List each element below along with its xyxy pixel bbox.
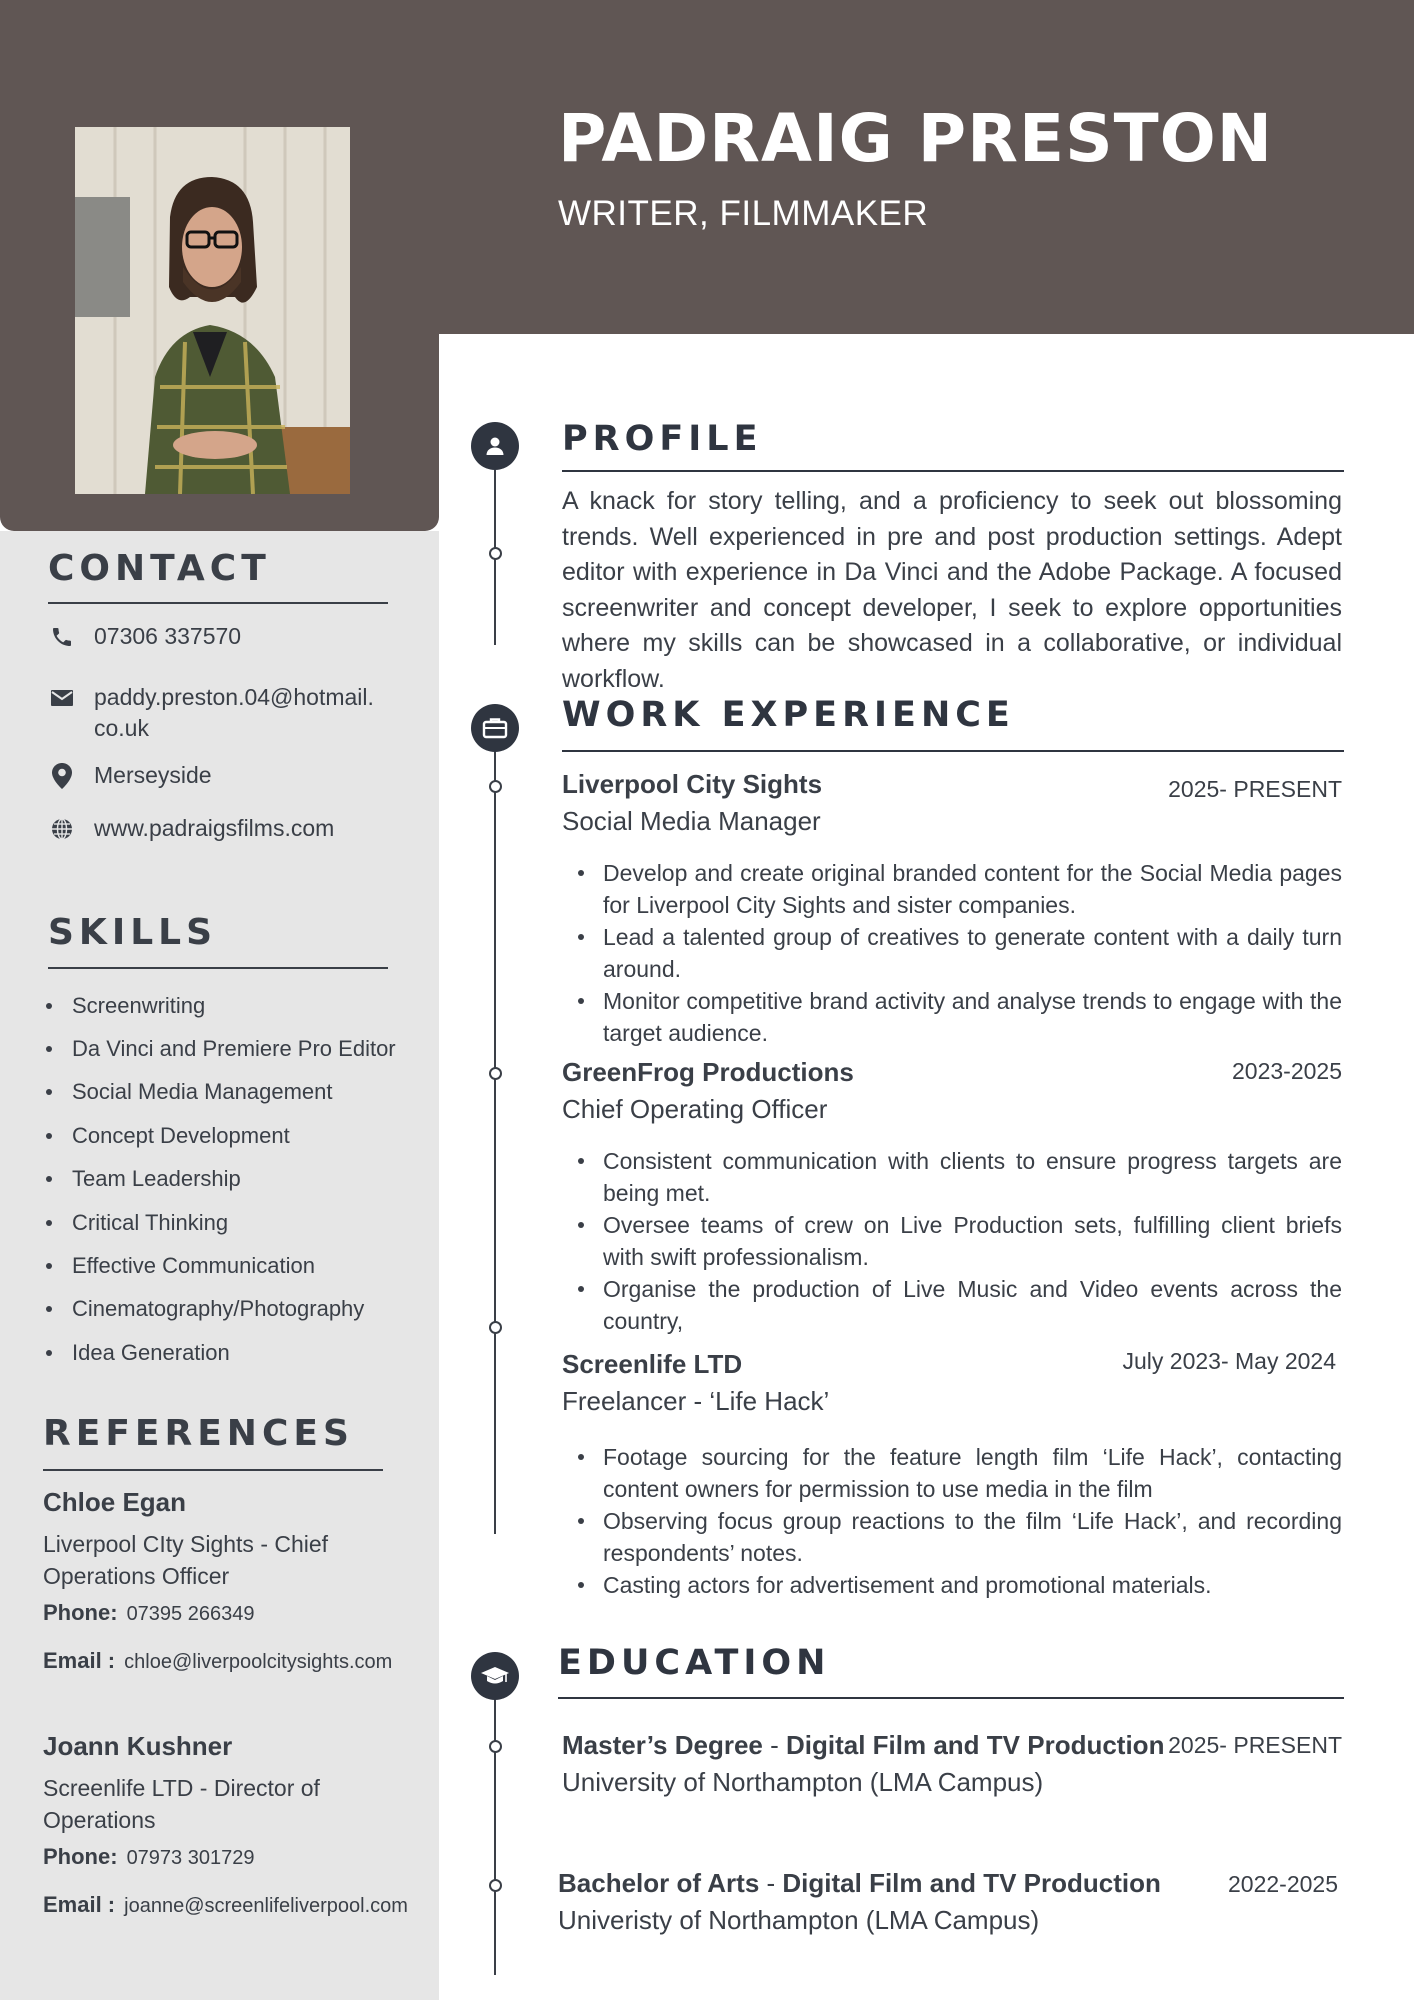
reference-phone-value: 07395 266349 [126,1603,255,1625]
contact-phone [48,621,241,652]
education-degree-separator: - [762,1730,786,1760]
timeline-dot [489,780,502,793]
education-degree-separator: - [759,1868,783,1898]
education-rule [558,1697,1344,1699]
education-date: 2025- PRESENT [1168,1732,1342,1758]
education-heading: EDUCATION [558,1643,831,1683]
education-degree-name: Master’s Degree [562,1730,763,1760]
profile-heading: PROFILE [562,419,763,459]
contact-website-link[interactable]: www.padraigsfilms.com [94,815,335,841]
timeline-dot [489,1067,502,1080]
list-item: Develop and create original branded content for the Social Media pages for Liverpool City Sights and sister companies. [562,857,1342,921]
job-company: Screenlife LTD [562,1349,743,1379]
person-icon [471,422,519,470]
list-item: Oversee teams of crew on Live Production sets, fulfilling client briefs with swift professionalism. [562,1209,1342,1273]
reference-name: Chloe Egan [43,1487,187,1517]
job-role: Chief Operating Officer [562,1094,828,1124]
reference-phone-label: Phone: [43,1600,118,1625]
work-heading: WORK EXPERIENCE [562,695,1015,735]
education-date: 2022-2025 [1228,1871,1338,1897]
education-degree [562,1730,1164,1761]
education-school: University of Northampton (LMA Campus) [562,1767,1044,1797]
education-timeline [494,1695,496,1975]
reference-phone [43,1600,254,1626]
work-rule [562,750,1344,752]
job-date: 2023-2025 [1232,1058,1342,1084]
timeline-dot [489,1740,502,1753]
contact-email-line2: co.uk [94,715,149,741]
timeline-dot [489,547,502,560]
list-item: Lead a talented group of creatives to generate content with a daily turn around. [562,921,1342,985]
reference-email-label: Email : [43,1892,116,1917]
profile-text: A knack for story telling, and a proficiency to seek out blossoming trends. Well experienced in pre and post production settings. Adept editor with experience in Da Vinci and the Adobe Package. A focused screenwriter and concept developer, I seek to explore opportunities where my skills can be showcased in a collaborative, or individual workflow. [562,487,1342,693]
contact-website [48,813,334,844]
reference-email-value[interactable]: chloe@liverpoolcitysights.com [124,1651,393,1673]
job-bullets [562,1441,1342,1601]
contact-email-text[interactable] [94,682,374,744]
reference-title: Liverpool CIty Sights - Chief Operations Officer [43,1531,329,1589]
profile-photo-illustration [75,127,350,494]
education-degree-name: Bachelor of Arts [558,1868,760,1898]
reference-phone-value: 07973 301729 [126,1847,255,1869]
education-degree [558,1868,1161,1899]
job-company: GreenFrog Productions [562,1057,854,1087]
contact-email-line1: paddy.preston.04@hotmail. [94,684,374,710]
list-item: Consistent communication with clients to ensure progress targets are being met. [562,1145,1342,1209]
education-degree-field: Digital Film and TV Production [786,1730,1165,1760]
globe-icon [48,815,76,843]
timeline-dot [489,1321,502,1334]
job-company: Liverpool City Sights [562,769,823,799]
reference-email-value[interactable]: joanne@screenlifeliverpool.com [124,1895,408,1917]
job-date: 2025- PRESENT [1168,776,1342,802]
contact-location [48,760,212,791]
list-item: Casting actors for advertisement and promotional materials. [562,1569,1342,1601]
candidate-role: WRITER, FILMMAKER [558,194,929,233]
timeline-dot [489,1879,502,1892]
job-role: Freelancer - ‘Life Hack’ [562,1386,830,1416]
references-heading: REFERENCES [43,1413,354,1454]
list-item: Team Leadership [46,1158,396,1201]
job-bullets [562,857,1342,1049]
list-item: Idea Generation [46,1331,396,1374]
list-item: Da Vinci and Premiere Pro Editor [46,1027,396,1070]
list-item: Cinematography/Photography [46,1288,396,1331]
list-item: Social Media Management [46,1071,396,1114]
references-rule [43,1469,383,1471]
list-item: Concept Development [46,1114,396,1157]
reference-email [43,1648,392,1674]
list-item: Observing focus group reactions to the film ‘Life Hack’, and recording respondents’ notes. [562,1505,1342,1569]
phone-icon [48,623,76,651]
list-item: Screenwriting [46,984,396,1027]
profile-photo [75,127,350,494]
reference-title: Screenlife LTD - Director of Operations [43,1775,320,1833]
job-date: July 2023- May 2024 [1122,1348,1336,1374]
contact-heading: CONTACT [48,548,271,589]
list-item: Effective Communication [46,1244,396,1287]
reference-email [43,1892,408,1918]
education-school: Univeristy of Northampton (LMA Campus) [558,1905,1040,1935]
location-pin-icon [48,762,76,790]
list-item: Footage sourcing for the feature length film ‘Life Hack’, contacting content owners for permission to use media in the film [562,1441,1342,1505]
candidate-name: PADRAIG PRESTON [558,100,1273,177]
reference-name: Joann Kushner [43,1731,233,1761]
skills-heading: SKILLS [48,912,218,953]
job-role: Social Media Manager [562,806,821,836]
list-item: Critical Thinking [46,1201,396,1244]
education-degree-field: Digital Film and TV Production [782,1868,1161,1898]
reference-email-label: Email : [43,1648,116,1673]
contact-rule [48,602,388,604]
list-item: Monitor competitive brand activity and analyse trends to engage with the target audience. [562,985,1342,1049]
job-bullets [562,1145,1342,1337]
contact-email [48,682,374,744]
profile-rule [562,470,1344,472]
contact-phone-text: 07306 337570 [94,623,242,649]
reference-phone-label: Phone: [43,1844,118,1869]
skills-list [46,984,396,1375]
reference-phone [43,1844,254,1870]
work-timeline [494,750,496,1534]
envelope-icon [48,684,76,712]
contact-location-text: Merseyside [94,762,212,788]
briefcase-icon [471,704,519,752]
graduation-cap-icon [471,1652,519,1700]
skills-rule [48,967,388,969]
list-item: Organise the production of Live Music and Video events across the country, [562,1273,1342,1337]
